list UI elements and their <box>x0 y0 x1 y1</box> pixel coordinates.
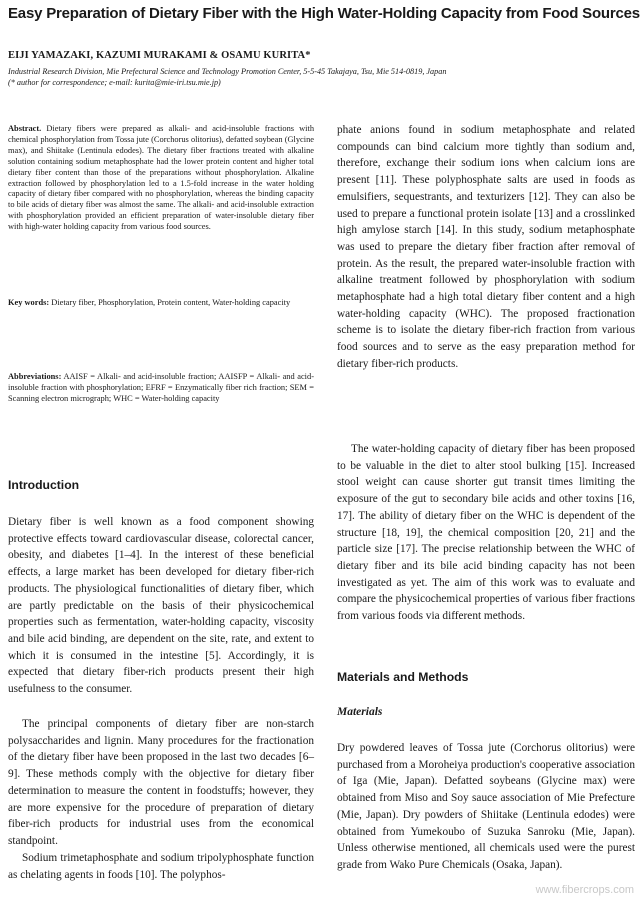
materials-paragraph-1: Dry powdered leaves of Tossa jute (Corchorus olitorius) were purchased from a Moroheiya production's cooperative association of Iga (Mie, Japan). Defatted soybeans (Glycine max) were obtained from Miso and Soy sauce association of Mie Prefecture (Mie, Japan). Dry powders of Shiitake (Lentinula edodes) were obtained from Yumekoubo of Suzuka Sanroku (Mie, Japan). Unless otherwise mentioned, all chemicals used were the purest grade from Wako Pure Chemicals (Osaka, Japan). <box>337 742 635 871</box>
correspondence-line: (* author for correspondence; e-mail: kurita@mie-iri.tsu.mie.jp) <box>8 78 221 87</box>
keywords-text: Dietary fiber, Phosphorylation, Protein content, Water-holding capacity <box>51 298 291 307</box>
intro-paragraph-2: The principal components of dietary fiber are non-starch polysaccharides and lignin. Many procedures for the fractionation of the dietary fiber have been proposed in the last two decades [6–9]. These methods comply with the objective for dietary fiber determination to measure the content in foodstuffs; however, they are more expensive for the procedure of preparation of dietary fiber-rich products for industrial uses from the economical standpoint. <box>8 718 314 847</box>
abbreviations <box>8 372 314 405</box>
watermark: www.fibercrops.com <box>535 884 634 896</box>
paper-title: Easy Preparation of Dietary Fiber with the High Water-Holding Capacity from Food Sources <box>8 5 640 22</box>
materials-methods-heading: Materials and Methods <box>337 670 469 684</box>
abstract <box>8 124 314 233</box>
paper-authors: EIJI YAMAZAKI, KAZUMI MURAKAMI & OSAMU KURITA* <box>8 50 311 61</box>
intro-paragraph-1: Dietary fiber is well known as a food component showing protective effects toward cardiovascular disease, colorectal cancer, obesity, and diabetes [1–4]. In the interest of these beneficial effects, a large market has been developed for dietary fiber-rich products. The physiological functionalities of dietary fiber, which are partly predictable on the basis of their physicochemical properties such as fermentation, water-holding capacity, viscosity and bile acid binding, are dependent on the site, rate, and extent to which it is consumed in the intestine [5]. Accordingly, it is expected that dietary fiber-rich products present their high usefulness to the consumer. <box>8 516 314 696</box>
abstract-label: Abstract. <box>8 124 42 133</box>
materials-subheading: Materials <box>337 706 383 718</box>
intro-paragraph-3-continued: phate anions found in sodium metaphosphate and related compounds can bind calcium more tightly than sodium and, therefore, exchange their sodium ions when calcium ions are present [11]. These polyphosphate salts are used in foods as emulsifiers, sequestrants, and texturizers [12]. They can also be used to prepare a functional protein isolate [13] and a crosslinked high amylose starch [14]. In this study, sodium metaphosphate was used to prepare the dietary fiber fraction after removal of protein. As the result, the prepared water-insoluble fraction with alkaline treatment followed by phosphorylation with sodium metaphosphate had a high total dietary fiber content and a high water-holding capacity (WHC). The proposed fractionation scheme is to isolate the dietary fiber-rich fraction from various food sources and to serve as the easy preparation method for dietary fiber-rich products. <box>337 124 635 370</box>
affiliation-line: Industrial Research Division, Mie Prefectural Science and Technology Promotion Center, 5-5-45 Takajaya, Tsu, Mie 514-0819, Japan <box>8 67 447 76</box>
introduction-heading: Introduction <box>8 478 80 492</box>
abbreviations-label: Abbreviations: <box>8 372 62 381</box>
abstract-text: Dietary fibers were prepared as alkali- and acid-insoluble fractions with chemical phosphorylation from Tossa jute (Corchorus olitorius), defatted soybean (Glycine max), and Shiitake (Lentinula edodes). The dietary fiber fractions treated with alkaline solution containing sodium metaphosphate had the lower protein content and higher total dietary fiber content than those of the preparations without phosphorylation. Alkaline extraction followed by phosphorylation led to a 1.5-fold increase in the water holding capacity of dietary fiber compared with no phosphorylation, whereas the binding capacity to bile acids of dietary fiber was almost the same. The alkali- and acid-insoluble extraction with phosphorylation provided an efficient preparation of water-insoluble dietary fiber with high-water holding capacity from various food sources. <box>8 124 315 232</box>
author-affiliation <box>8 66 446 88</box>
intro-paragraph-4: The water-holding capacity of dietary fiber has been proposed to be valuable in the diet to alter stool bulking [15]. Increased stool weight can cause shorter gut transit times limiting the exposure of the gut to secondary bile acids and other toxins [16, 17]. The ability of dietary fiber on the WHC is dependent of the structure [18, 19], the chemical composition [20, 21] and the particle size [17]. The precise relationship between the WHC of dietary fiber and its bile acid binding capacity has not been investigated as yet. The aim of this work was to evaluate and compare the physicochemical properties of various fiber fractions from various foods via different methods. <box>337 443 635 623</box>
keywords <box>8 298 314 309</box>
keywords-label: Key words: <box>8 298 50 307</box>
abbreviations-text: AAISF = Alkali- and acid-insoluble fraction; AAISFP = Alkali- and acid-insoluble fraction with phosphorylation; EFRF = Enzymatically fiber rich fraction; SEM = Scanning electron micrograph; WHC = Water-holding capacity <box>8 372 314 403</box>
intro-paragraph-3: Sodium trimetaphosphate and sodium tripolyphosphate function as chelating agents in foods [10]. The polyphos- <box>8 852 314 881</box>
